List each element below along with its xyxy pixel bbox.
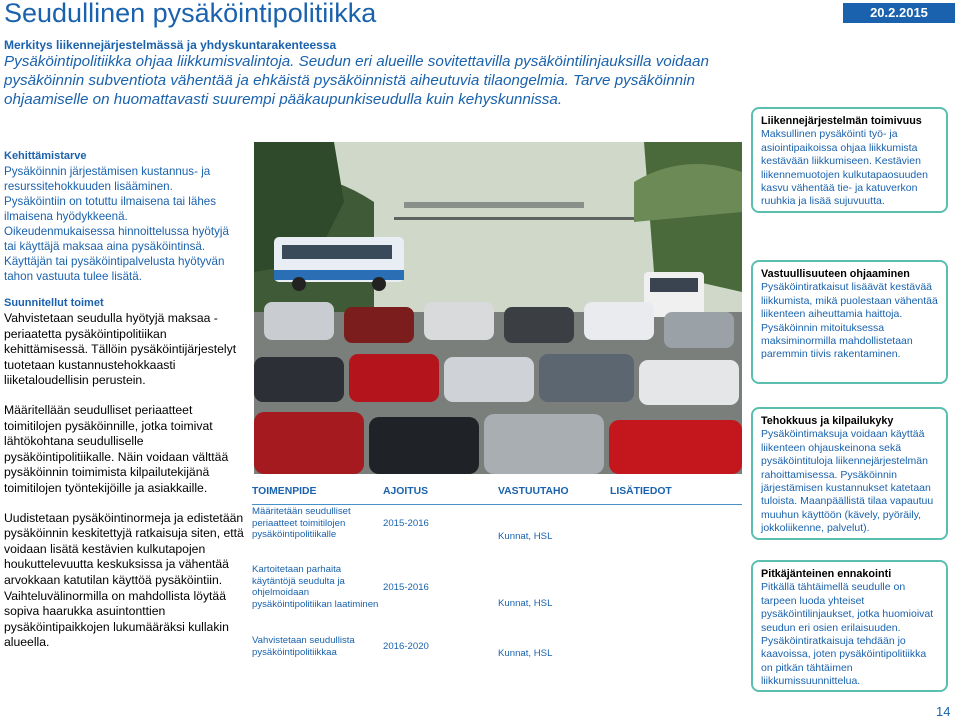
box-ennakointi [751,560,948,692]
lead-paragraph: Pysäköintipolitiikka ohjaa liikkumisvalintoja. Seudun eri alueille sovitettavilla pysäköintilinjauksilla voidaan pysäköinnin subventiota vähentää ja ehkäistä pysäköinnistä aiheutuvia tilaongelmia. Tarve pysäköinnin ohjaamiselle on huomattavasti suurempi pääkaupunkiseudulla kuin kehyskunnissa. [4,53,709,108]
table-row-1-ajoitus: 2015-2016 [383,518,429,529]
header-vastuutaho: VASTUUTAHO [498,486,569,497]
box-title: Liikennejärjestelmän toimivuus [761,115,922,127]
left-column [4,149,244,651]
table-row-2-ajoitus: 2015-2016 [383,582,429,593]
header-lisatiedot: LISÄTIEDOT [610,486,672,497]
kehittamistarve-text-2: Pysäköintiin on totuttu ilmaisena tai lähes ilmaisena hyödykkeenä. [4,195,217,223]
box-body: Maksullinen pysäköinti työ- ja asiointipaikoissa ohjaa liikkumista kestävään liikkumiseen. Kestävien liikennemuotojen kulkutapaosuuden kasvu vähentää tie- ja katuverkon ruuhkia ja lisää sujuvuutta. [761,128,928,208]
table-row-1-vastuutaho: Kunnat, HSL [498,531,553,542]
page-number: 14 [936,704,951,719]
kehittamistarve-heading: Kehittämistarve [4,150,87,162]
box-title: Pitkäjänteinen ennakointi [761,568,892,580]
suunnitellut-text: Vahvistetaan seudulla hyötyjä maksaa -periaatetta pysäköintipolitiikan kehittämisessä. Tällöin pysäköintijärjestelyt tuotetaan kustannustehokkaasti liiketaloudellisin perustein. [4,311,237,388]
suunnitellut-heading: Suunnitellut toimet [4,297,104,309]
box-body: Pitkällä tähtäimellä seudulle on tarpeen luoda yhteiset pysäköintilinjaukset, jotka huomioivat seudun eri osien erilaisuuden. Pysäköintiratkaisuja tehdään jo kaavoissa, joten pysäköintipolitiikka on pitkän tähtäimen liikkumissuunnittelua. [761,581,934,688]
table-row-2-vastuutaho: Kunnat, HSL [498,598,553,609]
table-row-3-toimenpide: Vahvistetaan seudullista pysäköintipolitiikkaa [252,635,355,658]
parking-lot-photo-icon [254,142,742,474]
box-tehokkuus [751,407,948,540]
box-body: Pysäköintimaksuja voidaan käyttää liikenteen ohjauskeinona sekä pysäköintituloja liikennejärjestelmän rahoittamisessa. Pysäköinnin järjestämisen kustannukset katetaan tuloista. Maanpäällistä tilaa vapautuu muuhun käyttöön (kävely, pyöräily, jokkoliikenne, palvelut). [761,428,934,535]
box-title: Vastuullisuuteen ohjaaminen [761,268,910,280]
page-title: Seudullinen pysäköintipolitiikka [4,0,377,28]
kehittamistarve-text-3: Oikeudenmukaisessa hinnoittelussa hyötyjä tai käyttäjä maksaa aina pysäköintinsä. Käyttäjän tai pysäköintipalvelusta hyötyvän tahon vastuuta tulee lisätä. [4,225,229,283]
header-ajoitus: AJOITUS [383,486,429,497]
date-badge: 20.2.2015 [843,3,955,23]
table-header [252,480,742,505]
box-body: Pysäköintiratkaisut lisäävät kestävää liikkumista, mikä puolestaan vähentää liikenteen aiheuttamia haittoja. Pysäköinnin mitoituksessa maksiminormilla mahdollistetaan paremmin tiivis rakentaminen. [761,281,938,361]
table-row-1-toimenpide: Määritetään seudulliset periaatteet toimitilojen pysäköintipolitiikalle [252,506,351,541]
kehittamistarve-text-1: Pysäköinnin järjestämisen kustannus- ja resurssitehokkuuden lisääminen. [4,165,211,193]
page-subtitle: Merkitys liikennejärjestelmässä ja yhdyskuntarakenteessa [4,38,337,52]
normit-paragraph: Uudistetaan pysäköintinormeja ja edistetään pysäköinnin keskitettyjä ratkaisuja siten, että voidaan lisätä kestävien kulkutapojen houkuttelevuutta keskuksissa ja vähentää arvokkaan katutilan käyttöä pysäköintiin. Vaihteluvälinormilla on mahdollista löytää sopiva haarukka asuintonttien pysäköintipaikkojen lukumääräksi kullakin alueella. [4,510,244,650]
table-row-3-vastuutaho: Kunnat, HSL [498,648,553,659]
box-liikennejarjestelma [751,107,948,213]
box-title: Tehokkuus ja kilpailukyky [761,415,894,427]
toimitilat-paragraph: Määritellään seudulliset periaatteet toimitilojen pysäköinnille, jotka toimivat lähtökohtana seudulliselle pysäköintipolitiikalle. Näin voidaan välttää pysäköinnin toimimista kilpailutekijänä toimitilojen työntekijöille ja asiakkaille. [4,402,229,495]
box-vastuullisuus [751,260,948,384]
header-toimenpide: TOIMENPIDE [252,486,317,497]
table-row-2-toimenpide: Kartoitetaan parhaita käytäntöjä seudulta ja ohjelmoidaan pysäköintipolitiikan laatiminen [252,564,379,610]
table-row-3-ajoitus: 2016-2020 [383,641,429,652]
parking-lot-photo [254,142,742,474]
